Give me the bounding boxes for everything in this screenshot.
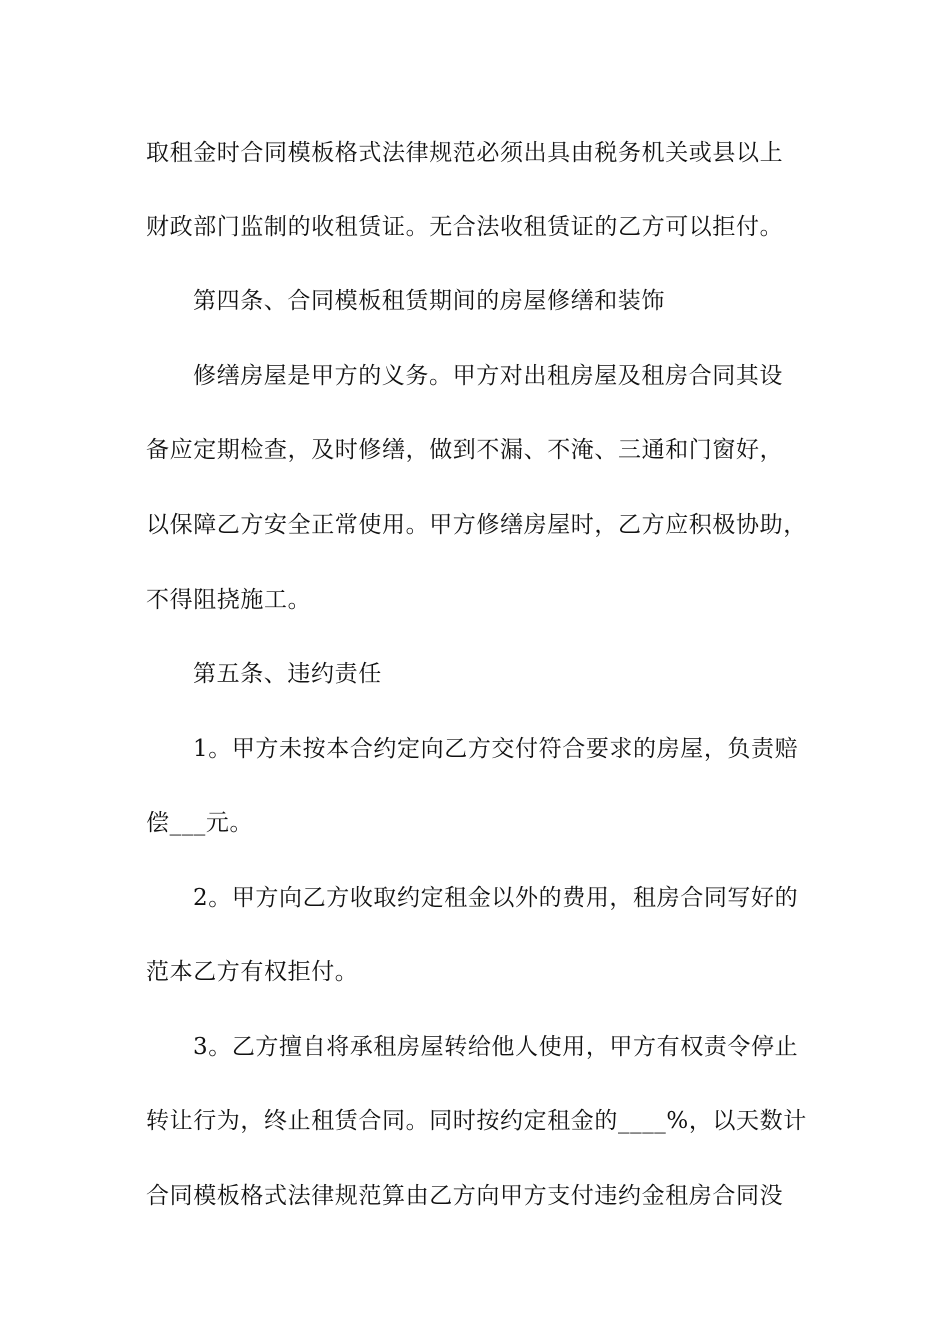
clause-line: 1。甲方未按本合约定向乙方交付符合要求的房屋，负责赔 xyxy=(193,736,799,762)
text-line: 不得阻挠施工。 xyxy=(146,587,312,613)
clause-line: 3。乙方擅自将承租房屋转给他人使用，甲方有权责令停止 xyxy=(193,1034,799,1060)
text-line: 范本乙方有权拒付。 xyxy=(146,959,359,985)
paragraph-line: 修缮房屋是甲方的义务。甲方对出租房屋及租房合同其设 xyxy=(193,363,783,389)
text-line: 取租金时合同模板格式法律规范必须出具由税务机关或县以上 xyxy=(146,140,784,166)
text-line: 备应定期检查，及时修缮，做到不漏、不淹、三通和门窗好， xyxy=(146,437,784,463)
text-line: 偿___元。 xyxy=(146,810,254,836)
text-line: 以保障乙方安全正常使用。甲方修缮房屋时，乙方应积极协助， xyxy=(146,512,807,538)
section-heading: 第四条、合同模板租赁期间的房屋修缮和装饰 xyxy=(193,288,665,314)
section-heading: 第五条、违约责任 xyxy=(193,661,382,687)
text-line: 转让行为，终止租赁合同。同时按约定租金的____%，以天数计 xyxy=(146,1108,807,1134)
clause-line: 2。甲方向乙方收取约定租金以外的费用，租房合同写好的 xyxy=(193,885,799,911)
text-line: 财政部门监制的收租赁证。无合法收租赁证的乙方可以拒付。 xyxy=(146,214,784,240)
text-line: 合同模板格式法律规范算由乙方向甲方支付违约金租房合同没 xyxy=(146,1183,784,1209)
